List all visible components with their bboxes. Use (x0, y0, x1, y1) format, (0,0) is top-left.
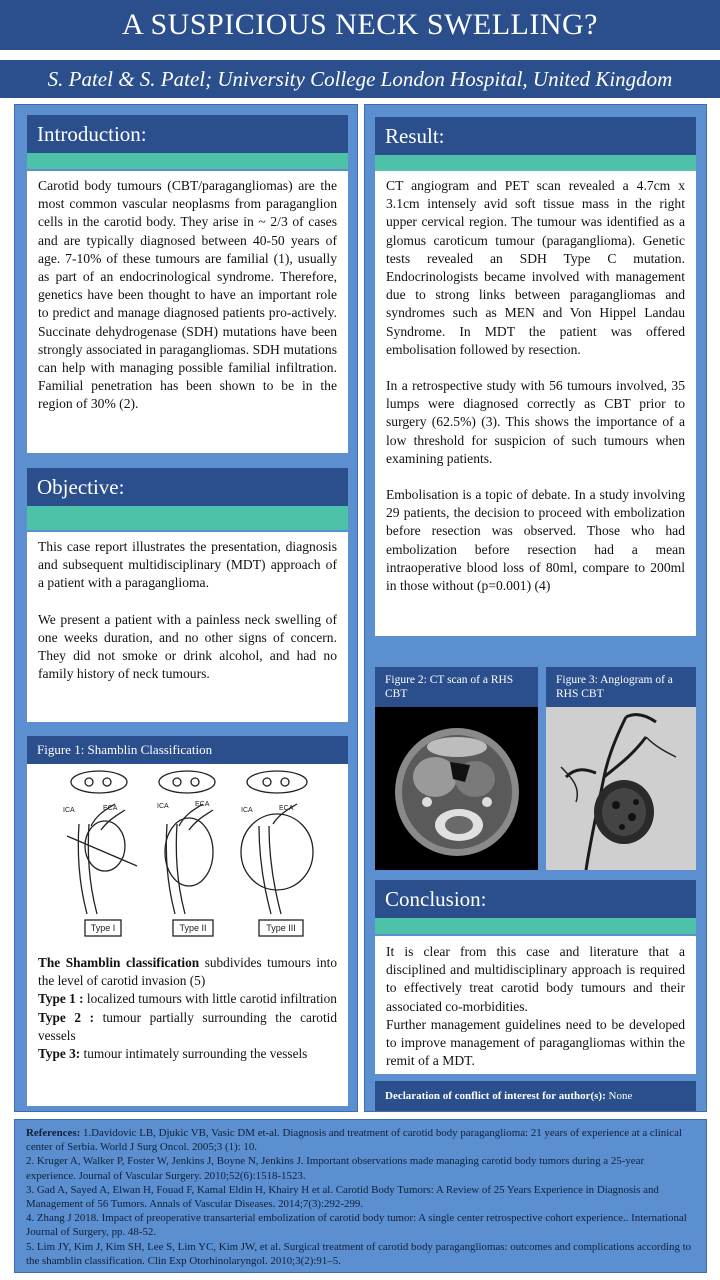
shamblin-rest: subdivides tumours into the level of carotid invasion (5) (38, 955, 338, 989)
shamblin-bold: The Shamblin classification (38, 955, 200, 970)
declaration-label: Declaration of conflict of interest for author(s): (385, 1090, 606, 1102)
objective-para-2: We present a patient with a painless neck swelling of one weeks duration, and no other signs of concern. They did not smoke or drink alcohol, and had no family history of neck tumours. (38, 611, 337, 682)
objective-heading: Objective: (27, 468, 348, 506)
poster-authors: S. Patel & S. Patel; University College London Hospital, United Kingdom (0, 60, 720, 98)
result-text-box (375, 171, 696, 636)
result-para-1: CT angiogram and PET scan revealed a 4.7cm x 3.1cm intensely avid soft tissue mass in the right upper cervical region. The tumour was identified as a glomus caroticum tumour (paraganglioma). Genetic tests revealed an SDH Type C mutation. Endocrinologists became involved with management due to strong links between paragangliomas and syndromes such as MEN and Von Hippel Landau Syndrome. In MDT the patient was offered embolisation followed by resection. (386, 178, 685, 357)
poster-title: A SUSPICIOUS NECK SWELLING? (0, 0, 720, 50)
type-1-label: Type I (90, 923, 116, 933)
type2-desc (38, 1009, 337, 1045)
ct-scan-svg (375, 707, 538, 870)
angiogram-image (546, 707, 696, 870)
type2-text: tumour partially surrounding the carotid vessels (38, 1009, 337, 1043)
introduction-text-box (27, 171, 348, 453)
result-para-2: In a retrospective study with 56 tumours involved, 35 lumps were diagnosed correctly as CBT prior to surgery (62.5%) (3). This shows the importance of a low threshold for suspicion of such tumours when examining patients. (386, 378, 685, 466)
objective-text-box (27, 532, 348, 722)
type3-desc (38, 1045, 337, 1063)
type1-desc (38, 990, 337, 1008)
conclusion-para-1: It is clear from this case and literature that a disciplined and multidisciplinary approach is required to effectively treat carotid body tumours and their associated co-morbidities. (386, 944, 685, 1014)
type3-label: Type 3: (38, 1046, 81, 1062)
introduction-divider (27, 153, 348, 169)
objective-divider (27, 506, 348, 530)
reference-2: 2. Kruger A, Walker P, Foster W, Jenkins J, Boyne N, Jenkins J. Important observations made managing carotid body tumors during a 25-year experience. Journal of Vascular Surgery. 2010;52(6):1518-1523. (26, 1155, 645, 1182)
figure2-caption: Figure 2: CT scan of a RHS CBT (375, 667, 538, 707)
type1-text: localized tumours with little carotid infiltration (83, 991, 337, 1007)
eca-label-2: ECA (195, 801, 210, 808)
shamblin-diagram (27, 764, 348, 944)
conflict-declaration (375, 1081, 696, 1111)
figure3-caption: Figure 3: Angiogram of a RHS CBT (546, 667, 696, 707)
introduction-text: Carotid body tumours (CBT/paragangliomas) are the most common vascular neoplasms from paraganglion cells in the carotid body. They arise in ~ 2/3 of cases and are typically diagnosed between 40-50 years of age. 7-10% of these tumours are familial (1), usually as part of an endocrinological syndrome. Therefore, genetics have been thought to have an important role to predict and manage diagnosed patients pro-actively. Succinate dehydrogenase (SDH) mutations have been strongly associated in paragangliomas. SDH mutations can help with managing possible familial infiltration. Familial penetration has been shown to be in the region of 30% (2). (38, 178, 337, 412)
eca-label-3: ECA (279, 805, 294, 812)
result-divider (375, 155, 696, 171)
ica-label-2: ICA (157, 803, 169, 810)
conclusion-heading: Conclusion: (375, 880, 696, 918)
type2-label: Type 2 : (38, 1009, 95, 1025)
type-3-label: Type III (266, 923, 296, 933)
eca-label-1: ECA (103, 805, 118, 812)
conclusion-para-2: Further management guidelines need to be developed to improve management of paragangliomas within the remit of a MDT. (386, 1016, 685, 1069)
reference-5: 5. Lim JY, Kim J, Kim SH, Lee S, Lim YC, Kim JW, et al. Surgical treatment of carotid body paragangliomas: outcomes and complications according to the shamblin classification. Clin Exp Otorhinolaryngol. 2010;3(2):91–5. (26, 1240, 692, 1267)
figure1-caption: Figure 1: Shamblin Classification (27, 736, 348, 764)
angiogram-svg (546, 707, 696, 870)
reference-1 (26, 1126, 695, 1154)
introduction-heading: Introduction: (27, 115, 348, 153)
conclusion-divider (375, 918, 696, 934)
shamblin-diagram-svg (27, 764, 348, 944)
result-para-3: Embolisation is a topic of debate. In a study involving 29 patients, the decision to proceed with embolization before resection was observed. Those who had embolization before resection had a mean intraoperative blood loss of 80ml, compare to 200ml in those without (p=0.001) (4) (386, 487, 685, 594)
type1-label: Type 1 : (38, 991, 84, 1007)
reference-1-text: 1.Davidovic LB, Djukic VB, Vasic DM et-al. Diagnosis and treatment of carotid body paraganglioma: 21 years of experience at a clinical center of Serbia. World J Surg Oncol. 2005;3 (1): 10. (26, 1127, 682, 1154)
type3-text: tumour intimately surrounding the vessels (80, 1046, 308, 1062)
ica-label-3: ICA (241, 807, 253, 814)
shamblin-intro (38, 954, 337, 990)
reference-3: 3. Gad A, Sayed A, Elwan H, Fouad F, Kamal Eldin H, Khairy H et al. Carotid Body Tumors: A Review of 25 Years Experience in Diagnosis and Management of 56 Tumors. Annals of Vascular Diseases. 2014;7(3):292-299. (26, 1183, 659, 1211)
objective-para-1: This case report illustrates the presentation, diagnosis and subsequent multidisciplinary (MDT) approach of a patient with a paraganglioma. (38, 539, 337, 591)
figure1-description (27, 944, 348, 1106)
reference-4: 4. Zhang J 2018. Impact of preoperative transarterial embolization of carotid body tumor: A single center retrospective cohort experience.. International Journal of Surgery, pp. 48-52. (26, 1212, 687, 1239)
conclusion-text-box (375, 936, 696, 1074)
references-label: References: (26, 1127, 81, 1139)
declaration-value: None (605, 1090, 633, 1102)
type-2-label: Type II (179, 923, 207, 933)
ct-scan-image (375, 707, 538, 870)
ica-label-1: ICA (63, 807, 75, 814)
result-heading: Result: (375, 117, 696, 155)
references-box (14, 1119, 707, 1273)
